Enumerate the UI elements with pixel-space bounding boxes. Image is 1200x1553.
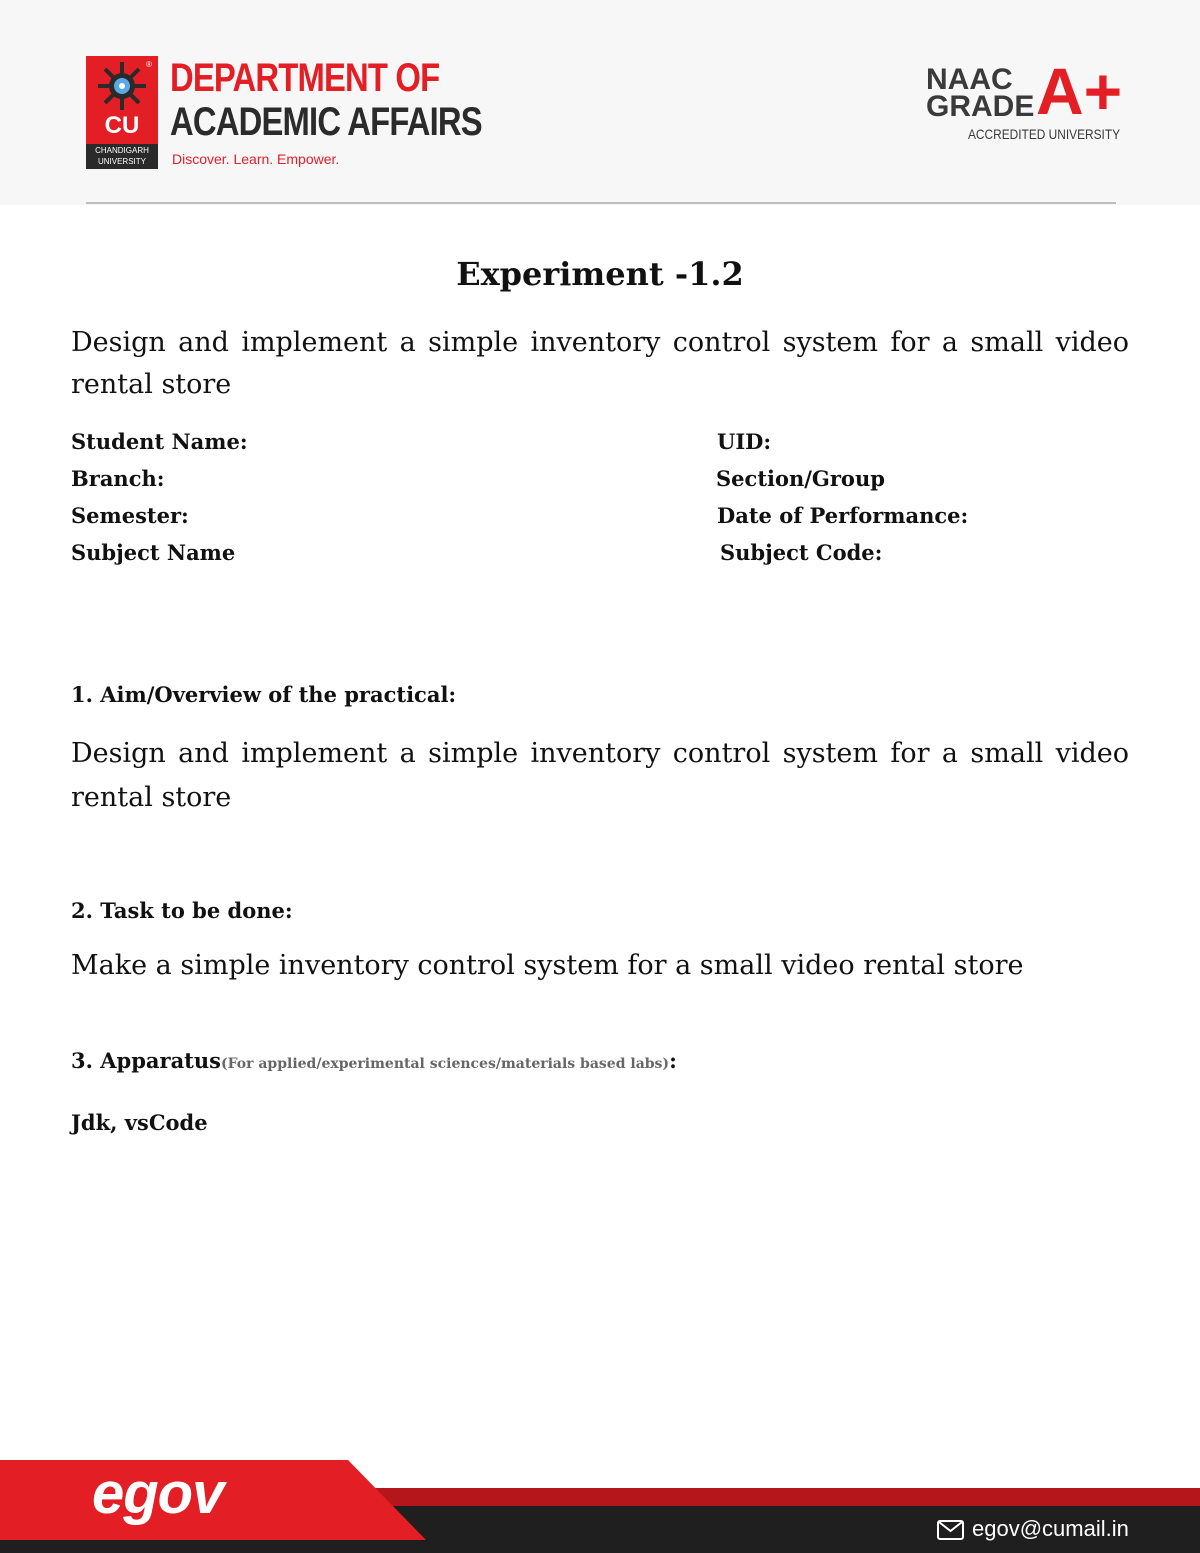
- page-title: Experiment -1.2: [456, 255, 744, 293]
- naac-line-3: ACCREDITED UNIVERSITY: [968, 126, 1121, 142]
- field-subject-name: Subject Name: [71, 540, 236, 565]
- naac-line-2: GRADE: [926, 90, 1035, 123]
- naac-badge: [926, 63, 1035, 123]
- department-line-1: DEPARTMENT OF: [170, 56, 440, 100]
- experiment-description: Design and implement a simple inventory control system for a small video rental store: [71, 327, 1129, 400]
- footer-email[interactable]: egov@cumail.in: [972, 1516, 1129, 1541]
- naac-line-1: NAAC: [926, 63, 1013, 96]
- apparatus-heading-line: [71, 1048, 677, 1073]
- apparatus-colon: :: [669, 1048, 677, 1073]
- field-uid: UID:: [717, 429, 772, 454]
- field-section-group: Section/Group: [716, 466, 885, 491]
- field-branch: Branch:: [71, 466, 165, 491]
- apparatus-note: (For applied/experimental sciences/materials based labs): [220, 1056, 670, 1072]
- field-semester: Semester:: [71, 503, 189, 528]
- field-student-name: Student Name:: [71, 429, 248, 454]
- logo-university: CHANDIGARH UNIVERSITY: [86, 144, 158, 169]
- field-date-of-performance: Date of Performance:: [717, 503, 969, 528]
- apparatus-body: Jdk, vsCode: [71, 1110, 208, 1135]
- task-heading: 2. Task to be done:: [71, 898, 293, 923]
- tagline: Discover. Learn. Empower.: [172, 151, 340, 167]
- registered-mark: ®: [146, 60, 152, 69]
- aim-body: Design and implement a simple inventory control system for a small video rental store: [71, 738, 1129, 813]
- field-subject-code: Subject Code:: [720, 540, 883, 565]
- header-divider: [86, 202, 1116, 204]
- logo-mark: CU: [104, 112, 140, 139]
- cu-logo: [86, 56, 158, 168]
- egov-logo: egov: [92, 1461, 224, 1526]
- naac-grade: A+: [1036, 54, 1123, 128]
- task-body: Make a simple inventory control system for a small video rental store: [71, 950, 1024, 981]
- department-line-2: ACADEMIC AFFAIRS: [170, 100, 482, 144]
- mail-icon: [937, 1520, 964, 1540]
- apparatus-heading: 3. Apparatus: [71, 1048, 221, 1073]
- aim-heading: 1. Aim/Overview of the practical:: [71, 682, 457, 707]
